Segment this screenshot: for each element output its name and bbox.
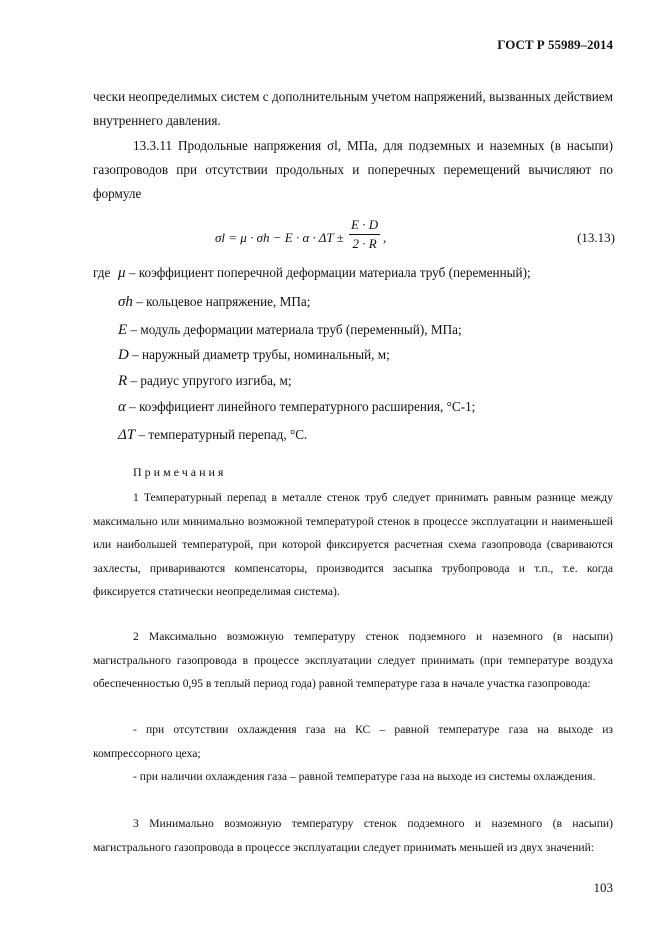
symbol-e-desc: – модуль деформации материала труб (переменный), МПа; — [130, 322, 462, 337]
symbol-mu-glyph: μ — [118, 265, 126, 281]
page-number: 103 — [593, 880, 613, 895]
symbol-d-glyph: D — [118, 347, 129, 363]
symbol-sigma-h-desc: – кольцевое напряжение, МПа; — [136, 294, 311, 309]
symbol-delta-t — [118, 427, 307, 444]
intro-paragraph: чески неопределимых систем с дополнительным учетом напряжений, вызванных действием внутреннего давления. — [93, 89, 613, 128]
symbol-alpha-desc: – коэффициент линейного температурного расширения, °С-1; — [129, 399, 476, 414]
symbol-delta-t-glyph: ΔT — [118, 427, 136, 443]
symbol-sigma-h — [118, 294, 310, 311]
where-label: где — [93, 265, 111, 280]
note-2-item-a: - при отсутствии охлаждения газа на КС – равной температуре газа на выходе из компрессорного цеха; — [93, 723, 613, 760]
document-header: ГОСТ Р 55989–2014 — [497, 37, 613, 52]
formula-lhs: σl = μ · σh − E · α · ΔT ± — [215, 230, 344, 245]
note-2: 2 Максимально возможную температуру стенок подземного и наземного (в насыпи) магистрального газопровода в процессе эксплуатации следует принимать (при температуре воздуха обеспеченностью 0,95 в теплый период года) равной температуре газа в начале участка газопровода: — [93, 630, 613, 690]
formula-denominator: 2 · R — [352, 236, 377, 251]
symbol-e-glyph: E — [118, 322, 128, 338]
symbol-alpha — [118, 399, 475, 416]
symbol-mu-desc: – коэффициент поперечной деформации материала труб (переменный); — [128, 265, 531, 280]
symbol-r-desc: – радиус упругого изгиба, м; — [130, 373, 292, 388]
symbol-sigma-h-glyph: σh — [118, 294, 133, 310]
formula-comma: , — [383, 230, 387, 245]
formula-13-13 — [215, 216, 615, 260]
formula-fraction — [349, 216, 380, 253]
symbol-alpha-glyph: α — [118, 399, 126, 415]
formula-number: (13.13) — [577, 230, 615, 245]
symbol-d-desc: – наружный диаметр трубы, номинальный, м; — [132, 347, 390, 362]
note-2-item-b: - при наличии охлаждения газа – равной температуре газа на выходе из системы охлаждения. — [133, 770, 596, 783]
notes-title: Примечания — [133, 465, 227, 479]
symbol-mu — [118, 265, 531, 282]
symbol-r — [118, 373, 292, 390]
symbol-r-glyph: R — [118, 373, 128, 389]
symbol-delta-t-desc: – температурный перепад, °С. — [138, 427, 308, 442]
note-3: 3 Минимально возможную температуру стенок подземного и наземного (в насыпи) магистрального газопровода в процессе эксплуатации следует принимать меньшей из двух значений: — [93, 817, 613, 854]
clause-13-3-11: 13.3.11 Продольные напряжения σl, МПа, для подземных и наземных (в насыпи) газопроводов при отсутствии продольных и поперечных перемещений вычисляют по формуле — [93, 138, 613, 201]
formula-numerator: E · D — [349, 216, 380, 235]
symbol-e — [118, 322, 462, 339]
note-1: 1 Температурный перепад в металле стенок труб следует принимать равным разнице между максимально или минимально возможной температурой стенок в процессе эксплуатации и наименьшей или наибольшей температурой, при которой фиксируется расчетная схема газопровода (свариваются захлесты, привариваются компенсаторы, производится засыпка трубопровода и т.п., т.е. когда фиксируется статически неопределимая система). — [93, 491, 613, 598]
symbol-d — [118, 347, 390, 364]
